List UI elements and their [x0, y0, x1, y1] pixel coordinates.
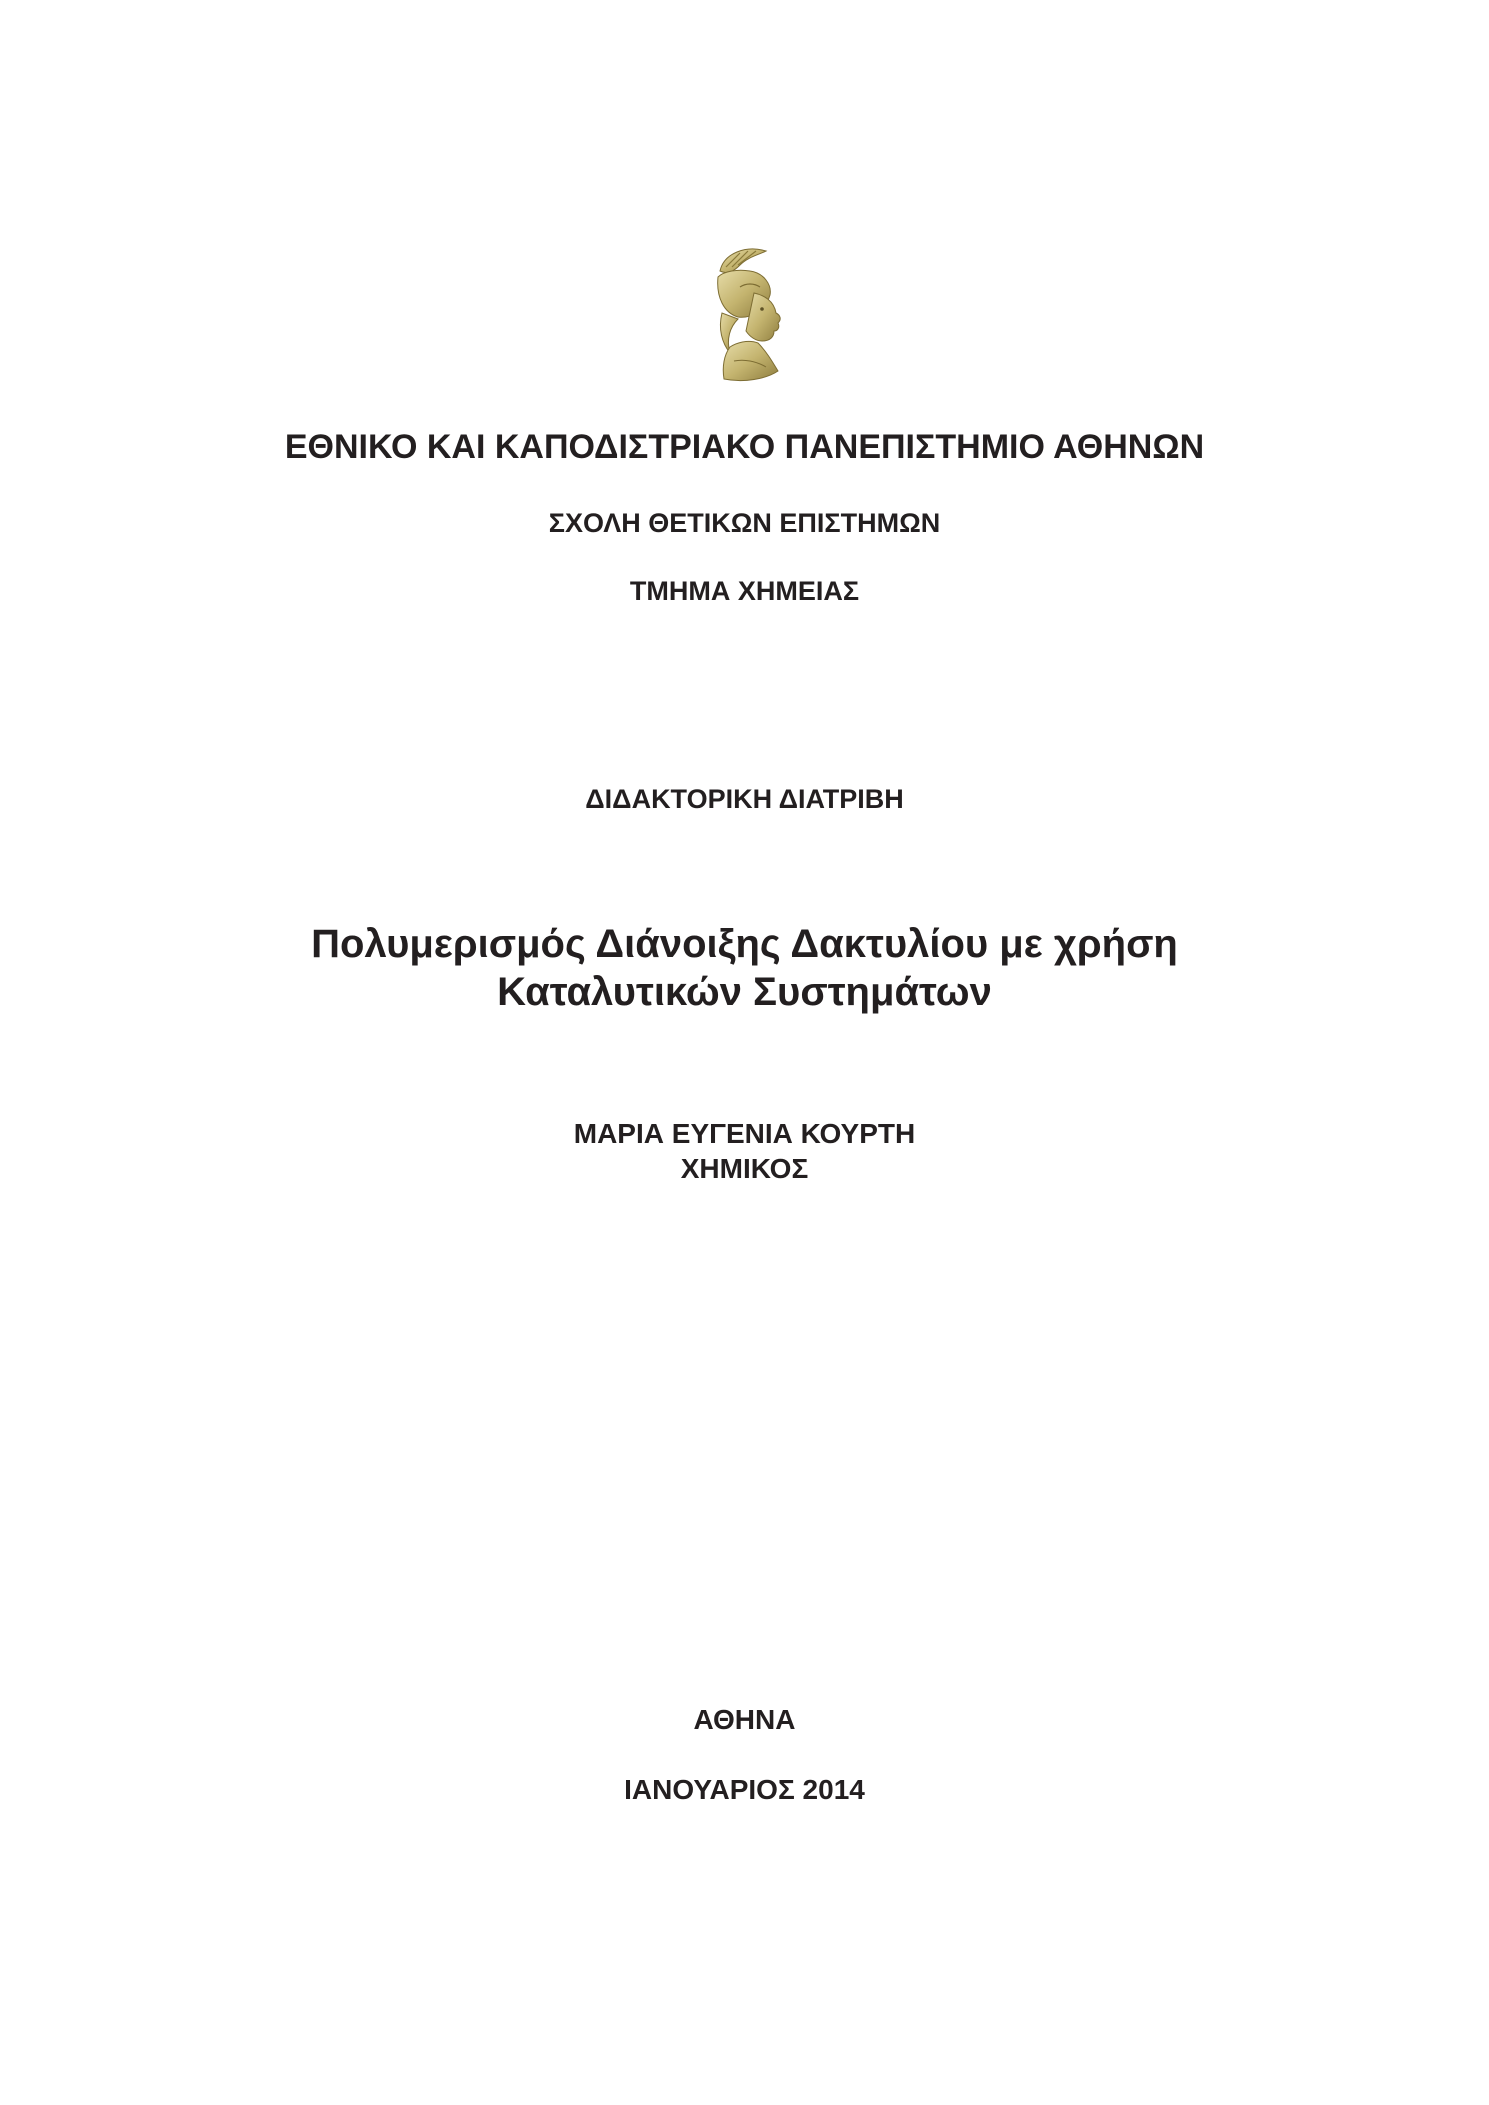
author-name: ΜΑΡΙΑ ΕΥΓΕΝΙΑ ΚΟΥΡΤΗ [573, 1118, 916, 1149]
date: ΙΑΝΟΥΑΡΙΟΣ 2014 [624, 1774, 865, 1805]
university-name: ΕΘΝΙΚΟ ΚΑΙ ΚΑΠΟΔΙΣΤΡΙΑΚΟ ΠΑΝΕΠΙΣΤΗΜΙΟ ΑΘΗΝΩΝ [284, 428, 1205, 466]
author-role: ΧΗΜΙΚΟΣ [680, 1153, 809, 1184]
athena-head-icon [700, 243, 800, 385]
department-name: ΤΜΗΜΑ ΧΗΜΕΙΑΣ [629, 576, 860, 606]
school-name: ΣΧΟΛΗ ΘΕΤΙΚΩΝ ΕΠΙΣΤΗΜΩΝ [548, 508, 941, 538]
thesis-title-line: Καταλυτικών Συστημάτων [497, 970, 992, 1014]
document-type: ΔΙΔΑΚΤΟΡΙΚΗ ΔΙΑΤΡΙΒΗ [585, 784, 904, 814]
city: ΑΘΗΝΑ [693, 1704, 796, 1735]
thesis-title-line: Πολυμερισμός Διάνοιξης Δακτυλίου με χρήση [311, 922, 1178, 966]
